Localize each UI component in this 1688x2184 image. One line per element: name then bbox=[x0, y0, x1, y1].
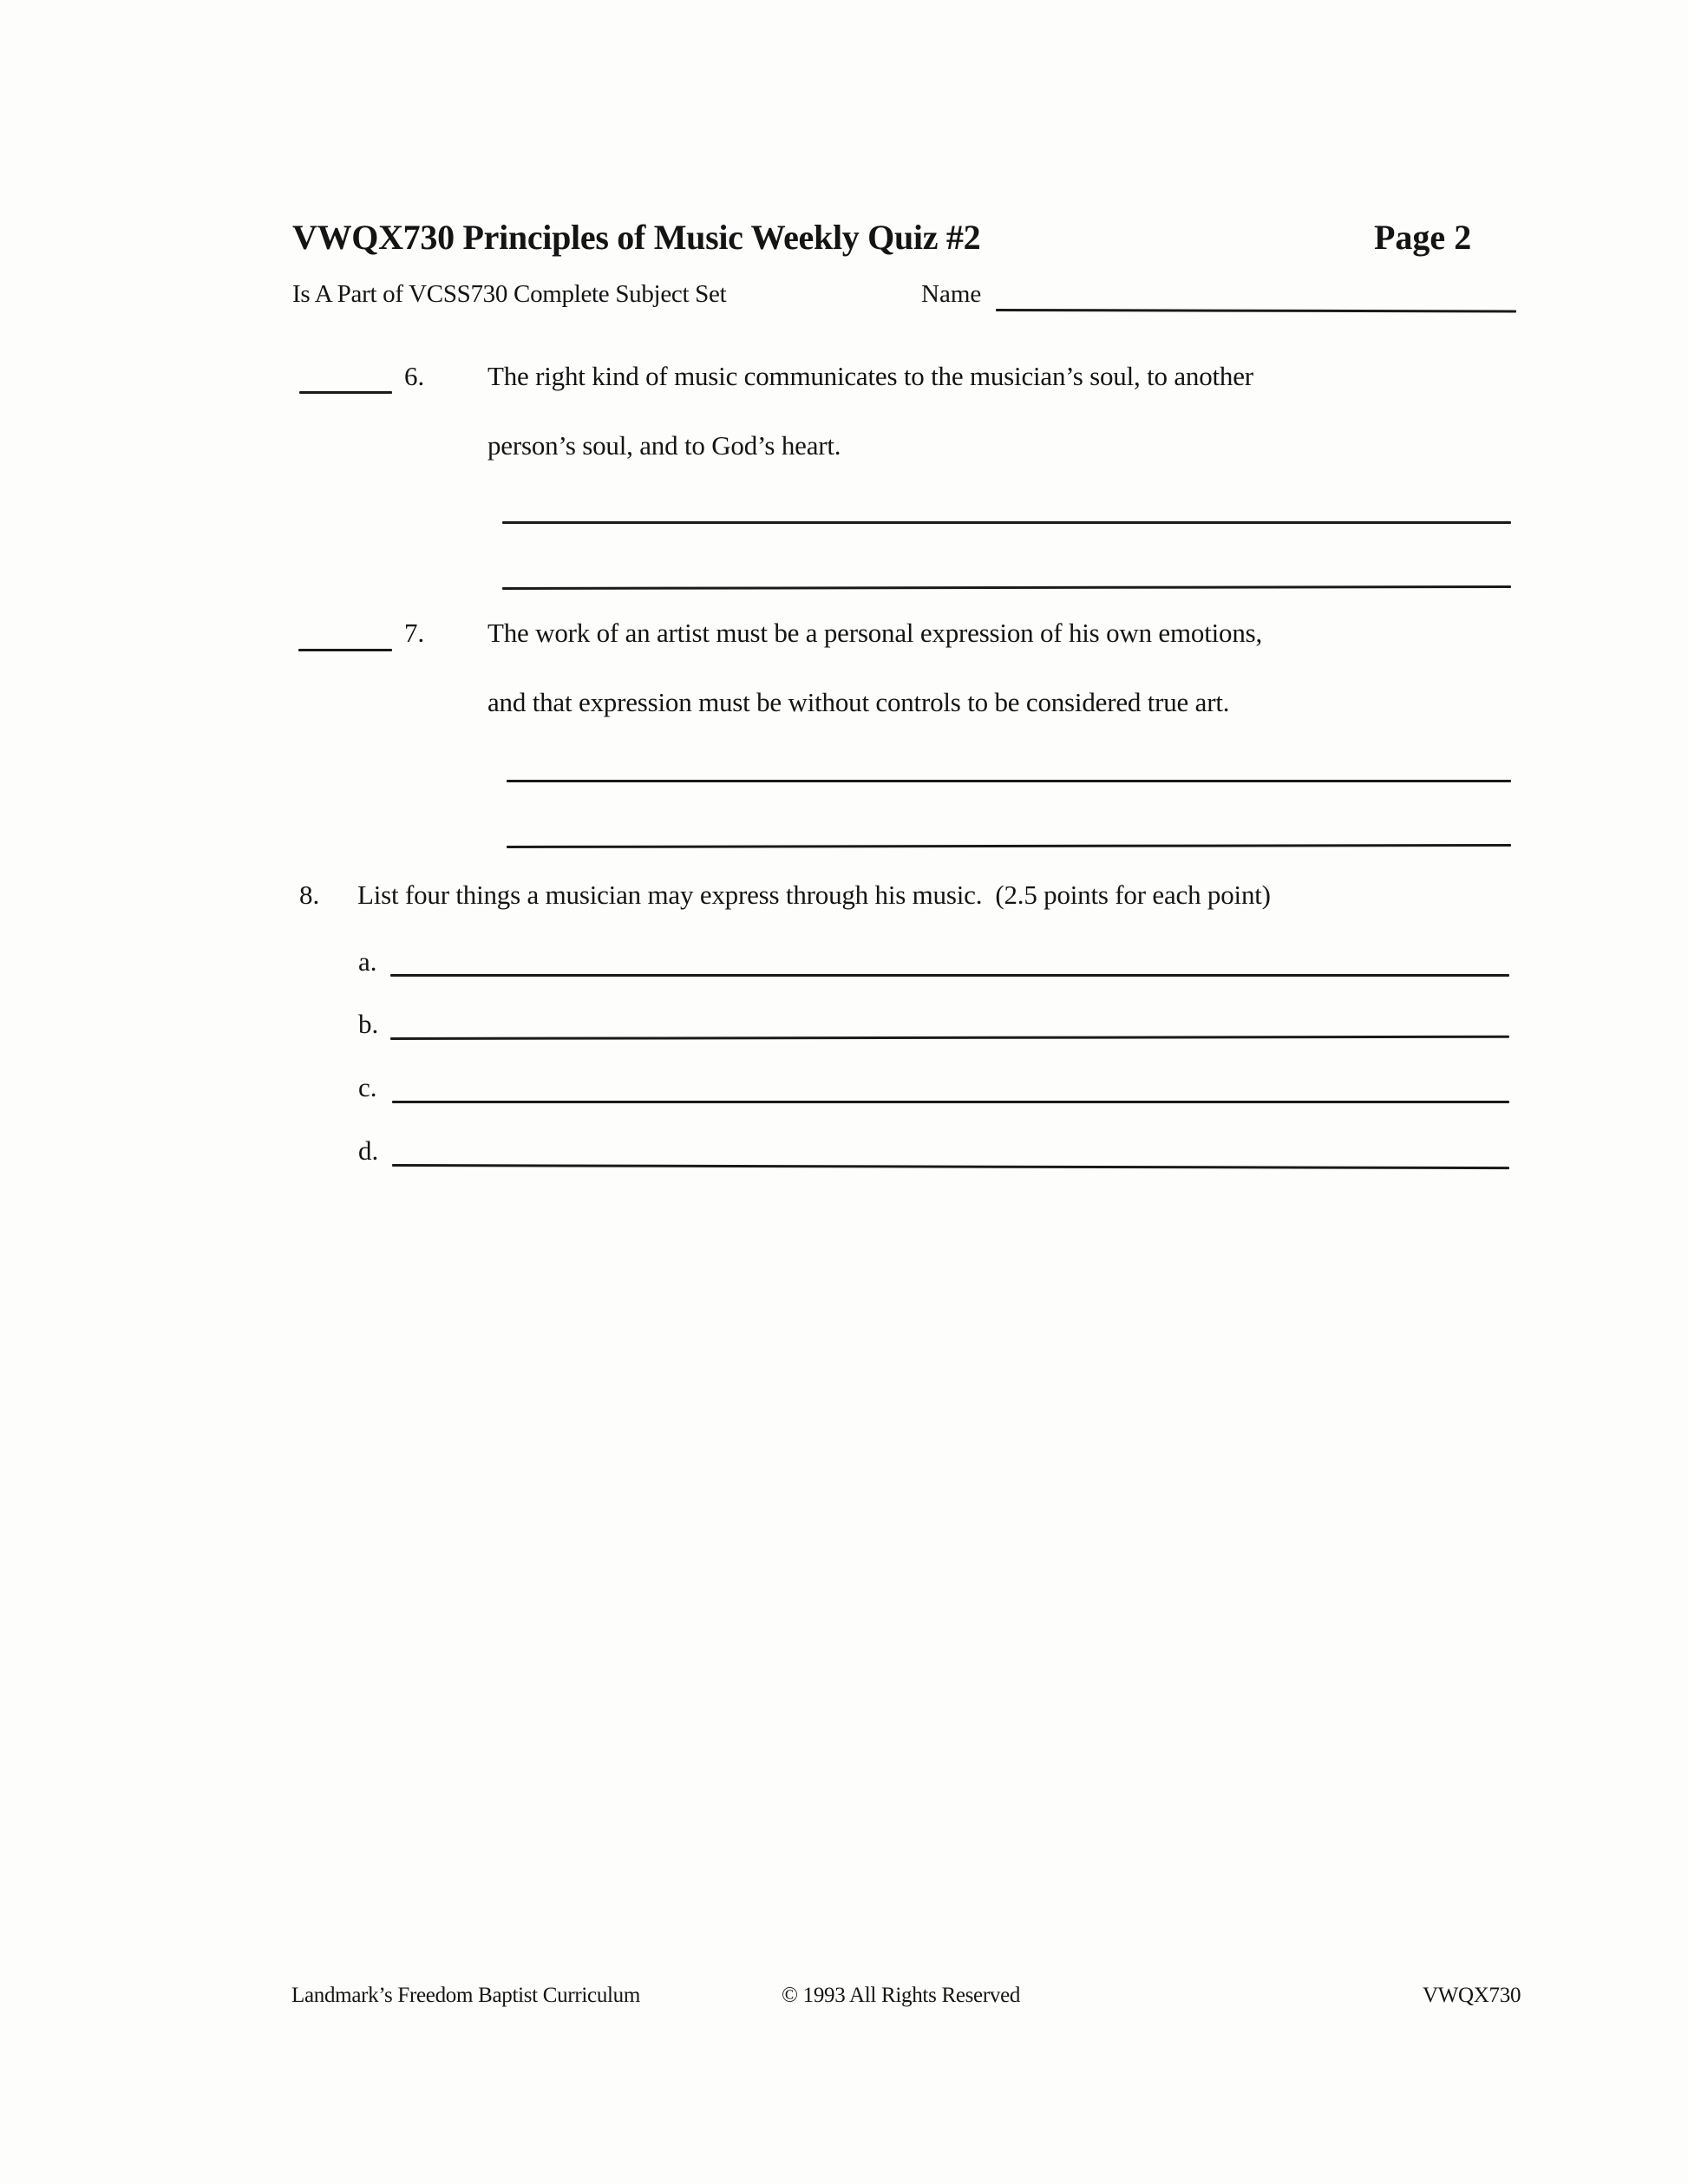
question-7-number: 7. bbox=[404, 618, 425, 648]
question-8-item-c-label: c. bbox=[358, 1072, 377, 1102]
page-number: Page 2 bbox=[1374, 218, 1472, 257]
question-8-text: List four things a musician may express through his music. (2.5 points for each point) bbox=[357, 879, 1271, 910]
question-8-item-b-label: b. bbox=[358, 1009, 379, 1039]
question-8-item-d-answer-line[interactable] bbox=[392, 1164, 1509, 1169]
question-8-item-b-answer-line[interactable] bbox=[390, 1036, 1509, 1040]
question-6-answer-line-1[interactable] bbox=[502, 521, 1511, 524]
page-title: VWQX730 Principles of Music Weekly Quiz #2 bbox=[292, 218, 981, 257]
question-7-answer-line-2[interactable] bbox=[507, 844, 1511, 848]
question-8-number: 8. bbox=[299, 879, 320, 910]
name-input-line[interactable] bbox=[996, 309, 1516, 312]
question-8-item-a-label: a. bbox=[358, 946, 377, 977]
question-7-tf-blank[interactable] bbox=[298, 649, 392, 651]
question-6-tf-blank[interactable] bbox=[299, 391, 392, 394]
question-7-text-line-1: The work of an artist must be a personal expression of his own emotions, bbox=[487, 618, 1263, 648]
footer-copyright: © 1993 All Rights Reserved bbox=[782, 1984, 1021, 2007]
question-6-text-line-2: person’s soul, and to God’s heart. bbox=[487, 430, 841, 461]
footer-publisher: Landmark’s Freedom Baptist Curriculum bbox=[291, 1984, 641, 2007]
question-8-item-d-label: d. bbox=[358, 1135, 379, 1166]
question-8-item-c-answer-line[interactable] bbox=[392, 1101, 1509, 1103]
name-label: Name bbox=[921, 280, 982, 308]
footer-product-code: VWQX730 bbox=[1423, 1984, 1521, 2007]
question-7-text-line-2: and that expression must be without controls to be considered true art. bbox=[487, 687, 1230, 717]
subtitle: Is A Part of VCSS730 Complete Subject Set bbox=[292, 280, 727, 308]
question-6-number: 6. bbox=[404, 361, 425, 391]
question-8-item-a-answer-line[interactable] bbox=[390, 974, 1509, 977]
question-6-answer-line-2[interactable] bbox=[502, 585, 1511, 590]
question-7-answer-line-1[interactable] bbox=[507, 780, 1511, 782]
question-6-text-line-1: The right kind of music communicates to the musician’s soul, to another bbox=[487, 361, 1253, 391]
